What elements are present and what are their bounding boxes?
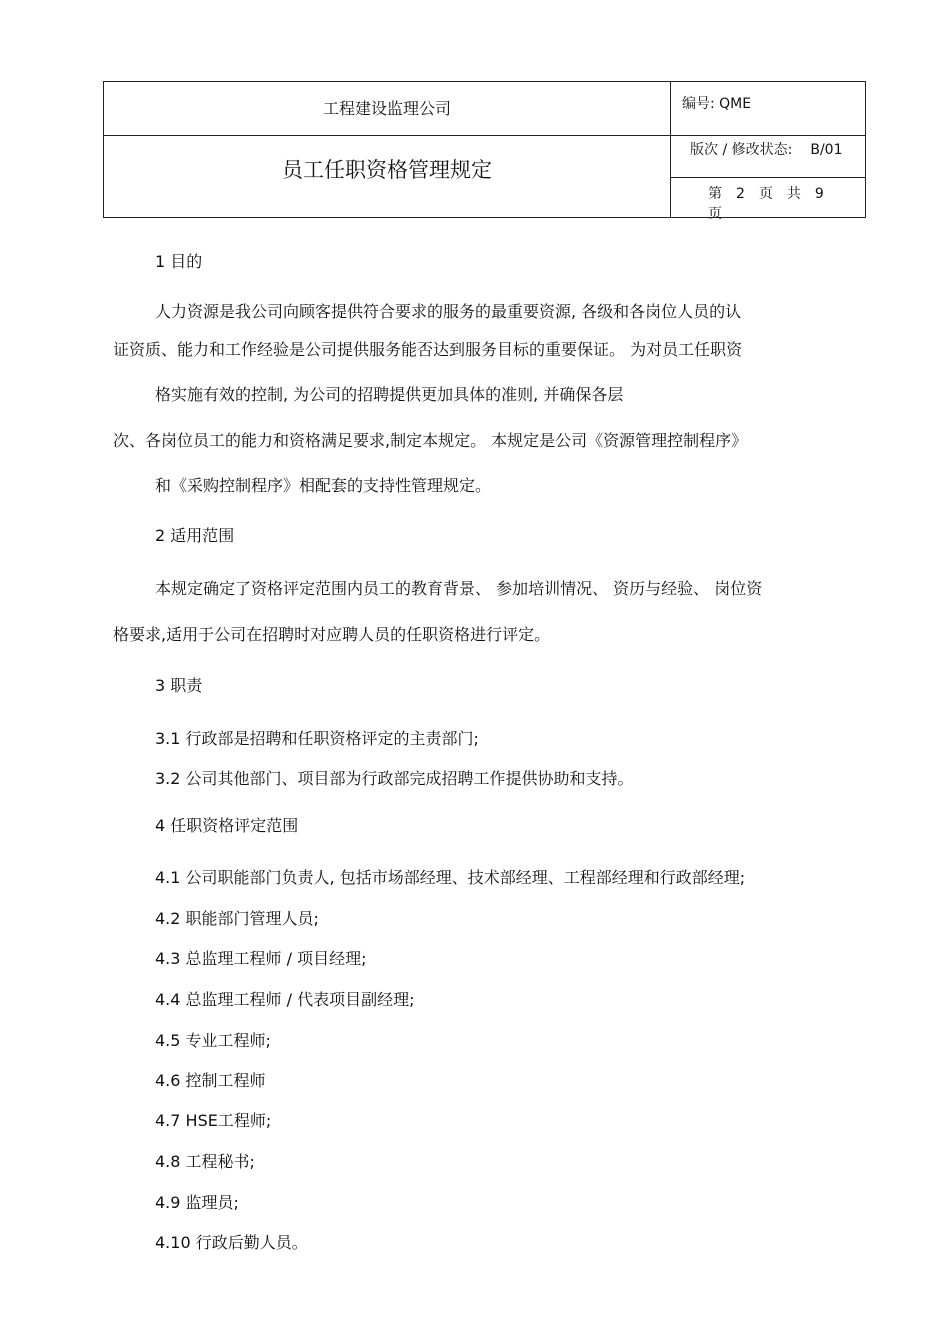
- page-di: 第: [708, 186, 722, 202]
- version-label: 版次 / 修改状态:: [690, 142, 793, 158]
- company-name: 工程建设监理公司: [322, 99, 451, 118]
- document-code: 编号: QME: [682, 96, 752, 112]
- header-divider-vertical: [670, 82, 671, 217]
- list-item: 3.2 公司其他部门、项目部为行政部完成招聘工作提供协助和支持。: [155, 769, 634, 788]
- list-item: 4.7 HSE工程师;: [155, 1111, 272, 1130]
- list-item: 3.1 行政部是招聘和任职资格评定的主责部门;: [155, 729, 479, 748]
- page-current: 2: [736, 186, 745, 202]
- section-3-heading: 3 职责: [155, 676, 203, 695]
- list-item: 4.2 职能部门管理人员;: [155, 909, 319, 928]
- document-header-table: [103, 81, 866, 222]
- page-gong: 共: [786, 186, 801, 202]
- paragraph-line: 格要求,适用于公司在招聘时对应聘人员的任职资格进行评定。: [113, 625, 551, 644]
- document-title: 员工任职资格管理规定: [282, 158, 492, 182]
- paragraph-line: 人力资源是我公司向顾客提供符合要求的服务的最重要资源, 各级和各岗位人员的认: [155, 302, 742, 321]
- section-1-heading: 1 目的: [155, 252, 203, 271]
- header-divider-right-2: [670, 177, 866, 178]
- list-item: 4.10 行政后勤人员。: [155, 1233, 308, 1252]
- list-item: 4.3 总监理工程师 / 项目经理;: [155, 949, 367, 968]
- paragraph-line: 次、各岗位员工的能力和资格满足要求,制定本规定。 本规定是公司《资源管理控制程序》: [113, 431, 748, 450]
- page-ye: 页: [758, 186, 773, 202]
- section-2-heading: 2 适用范围: [155, 526, 235, 545]
- list-item: 4.6 控制工程师: [155, 1071, 266, 1090]
- page-info: [708, 183, 865, 223]
- paragraph-line: 证资质、能力和工作经验是公司提供服务能否达到服务目标的重要保证。 为对员工任职资: [113, 340, 743, 359]
- paragraph-line: 本规定确定了资格评定范围内员工的教育背景、 参加培训情况、 资历与经验、 岗位资: [155, 579, 763, 598]
- list-item: 4.9 监理员;: [155, 1193, 239, 1212]
- page-total: 9: [814, 186, 824, 202]
- paragraph-line: 格实施有效的控制, 为公司的招聘提供更加具体的准则, 并确保各层: [155, 385, 624, 404]
- list-item: 4.4 总监理工程师 / 代表项目副经理;: [155, 990, 415, 1009]
- list-item: 4.8 工程秘书;: [155, 1152, 255, 1171]
- section-4-heading: 4 任职资格评定范围: [155, 816, 299, 835]
- version-status: [690, 139, 842, 159]
- page-ye-2: 页: [708, 206, 722, 222]
- version-value: B/01: [810, 142, 843, 158]
- header-divider-left: [104, 135, 670, 136]
- paragraph-line: 和《采购控制程序》相配套的支持性管理规定。: [155, 476, 492, 495]
- header-divider-right-1: [670, 135, 866, 136]
- list-item: 4.1 公司职能部门负责人, 包括市场部经理、技术部经理、工程部经理和行政部经理;: [155, 868, 746, 887]
- list-item: 4.5 专业工程师;: [155, 1031, 271, 1050]
